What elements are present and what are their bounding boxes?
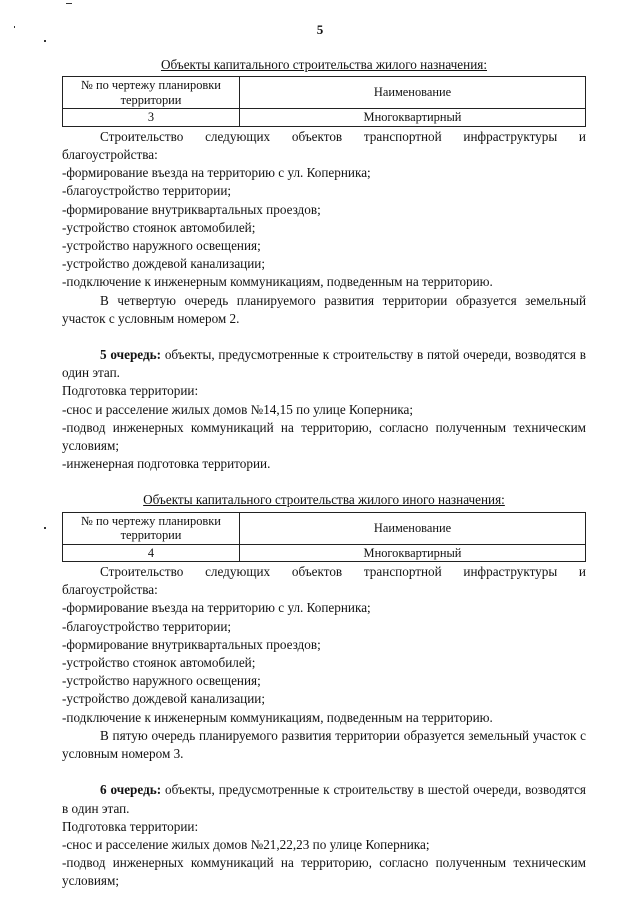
stage-text: объекты, предусмотренные к строительству в шестой очереди, возводятся в один этап. xyxy=(62,782,586,816)
table-header-name: Наименование xyxy=(240,512,586,544)
table-row xyxy=(63,544,586,562)
preparation-label: Подготовка территории: xyxy=(62,818,199,834)
stage-title: 6 очередь: xyxy=(100,782,162,798)
list-item: -устройство стоянок автомобилей; xyxy=(62,655,256,671)
list-item: -подключение к инженерным коммуникациям, подведенным на территорию. xyxy=(62,274,493,290)
list-item: -формирование въезда на территорию с ул. Коперника; xyxy=(62,165,371,181)
table-header-number: № по чертежу планировки территории xyxy=(63,77,240,109)
table-row xyxy=(63,109,586,127)
stage-text: объекты, предусмотренные к строительству в пятой очереди, возводятся в один этап. xyxy=(62,346,586,381)
list-item: -снос и расселение жилых домов №21,22,23 по улице Коперника; xyxy=(62,836,430,852)
stage-paragraph xyxy=(62,346,586,382)
list-item: -устройство дождевой канализации; xyxy=(62,256,266,272)
document-body xyxy=(62,56,586,891)
list-item: -благоустройство территории; xyxy=(62,183,232,199)
table-header-row xyxy=(63,512,586,544)
list-item: -устройство дождевой канализации; xyxy=(62,691,266,707)
scan-mark xyxy=(66,3,72,4)
list-item: -инженерная подготовка территории. xyxy=(62,456,271,472)
scan-mark xyxy=(44,527,46,529)
table-caption: Объекты капитального строительства жилого назначения: xyxy=(160,57,488,72)
land-plot-conclusion: В четвертую очередь планируемого развития территории образуется земельный участок с условным номером 2. xyxy=(62,292,586,326)
list-item: -подвод инженерных коммуникаций на территорию, согласно полученным техническим условиям; xyxy=(62,419,586,453)
table-caption: Объекты капитального строительства жилого иного назначения: xyxy=(143,492,505,508)
list-item: -благоустройство территории; xyxy=(62,618,232,634)
stage-paragraph xyxy=(62,781,586,817)
list-item: -устройство наружного освещения; xyxy=(62,237,261,253)
table-header-number: № по чертежу планировки территории xyxy=(63,512,240,544)
list-item: -устройство наружного освещения; xyxy=(62,673,261,689)
list-item: -формирование въезда на территорию с ул. Коперника; xyxy=(62,600,371,616)
construction-intro: Строительство следующих объектов транспортной инфраструктуры и благоустройства: xyxy=(62,564,586,598)
construction-intro: Строительство следующих объектов транспортной инфраструктуры и благоустройства: xyxy=(62,128,586,162)
table-cell-name: Многоквартирный xyxy=(240,109,586,127)
objects-table xyxy=(62,76,586,127)
objects-table xyxy=(62,512,586,563)
list-item: -подключение к инженерным коммуникациям, подведенным на территорию. xyxy=(62,709,493,725)
list-item: -формирование внутриквартальных проездов; xyxy=(62,636,321,652)
list-item: -формирование внутриквартальных проездов; xyxy=(62,201,321,217)
table-header-name: Наименование xyxy=(240,77,586,109)
table-cell-number: 4 xyxy=(63,544,240,562)
list-item: -подвод инженерных коммуникаций на территорию, согласно полученным техническим условиям; xyxy=(62,855,586,889)
stage-title: 5 очередь: xyxy=(100,346,161,362)
land-plot-conclusion: В пятую очередь планируемого развития территории образуется земельный участок с условным номером 3. xyxy=(62,727,586,762)
page-number: 5 xyxy=(316,22,324,37)
table-header-row xyxy=(63,77,586,109)
list-item: -снос и расселение жилых домов №14,15 по улице Коперника; xyxy=(62,401,414,417)
list-item: -устройство стоянок автомобилей; xyxy=(62,219,256,235)
table-cell-name: Многоквартирный xyxy=(240,544,586,562)
preparation-label: Подготовка территории: xyxy=(62,383,199,399)
table-cell-number: 3 xyxy=(63,109,240,127)
scan-mark xyxy=(44,40,46,42)
